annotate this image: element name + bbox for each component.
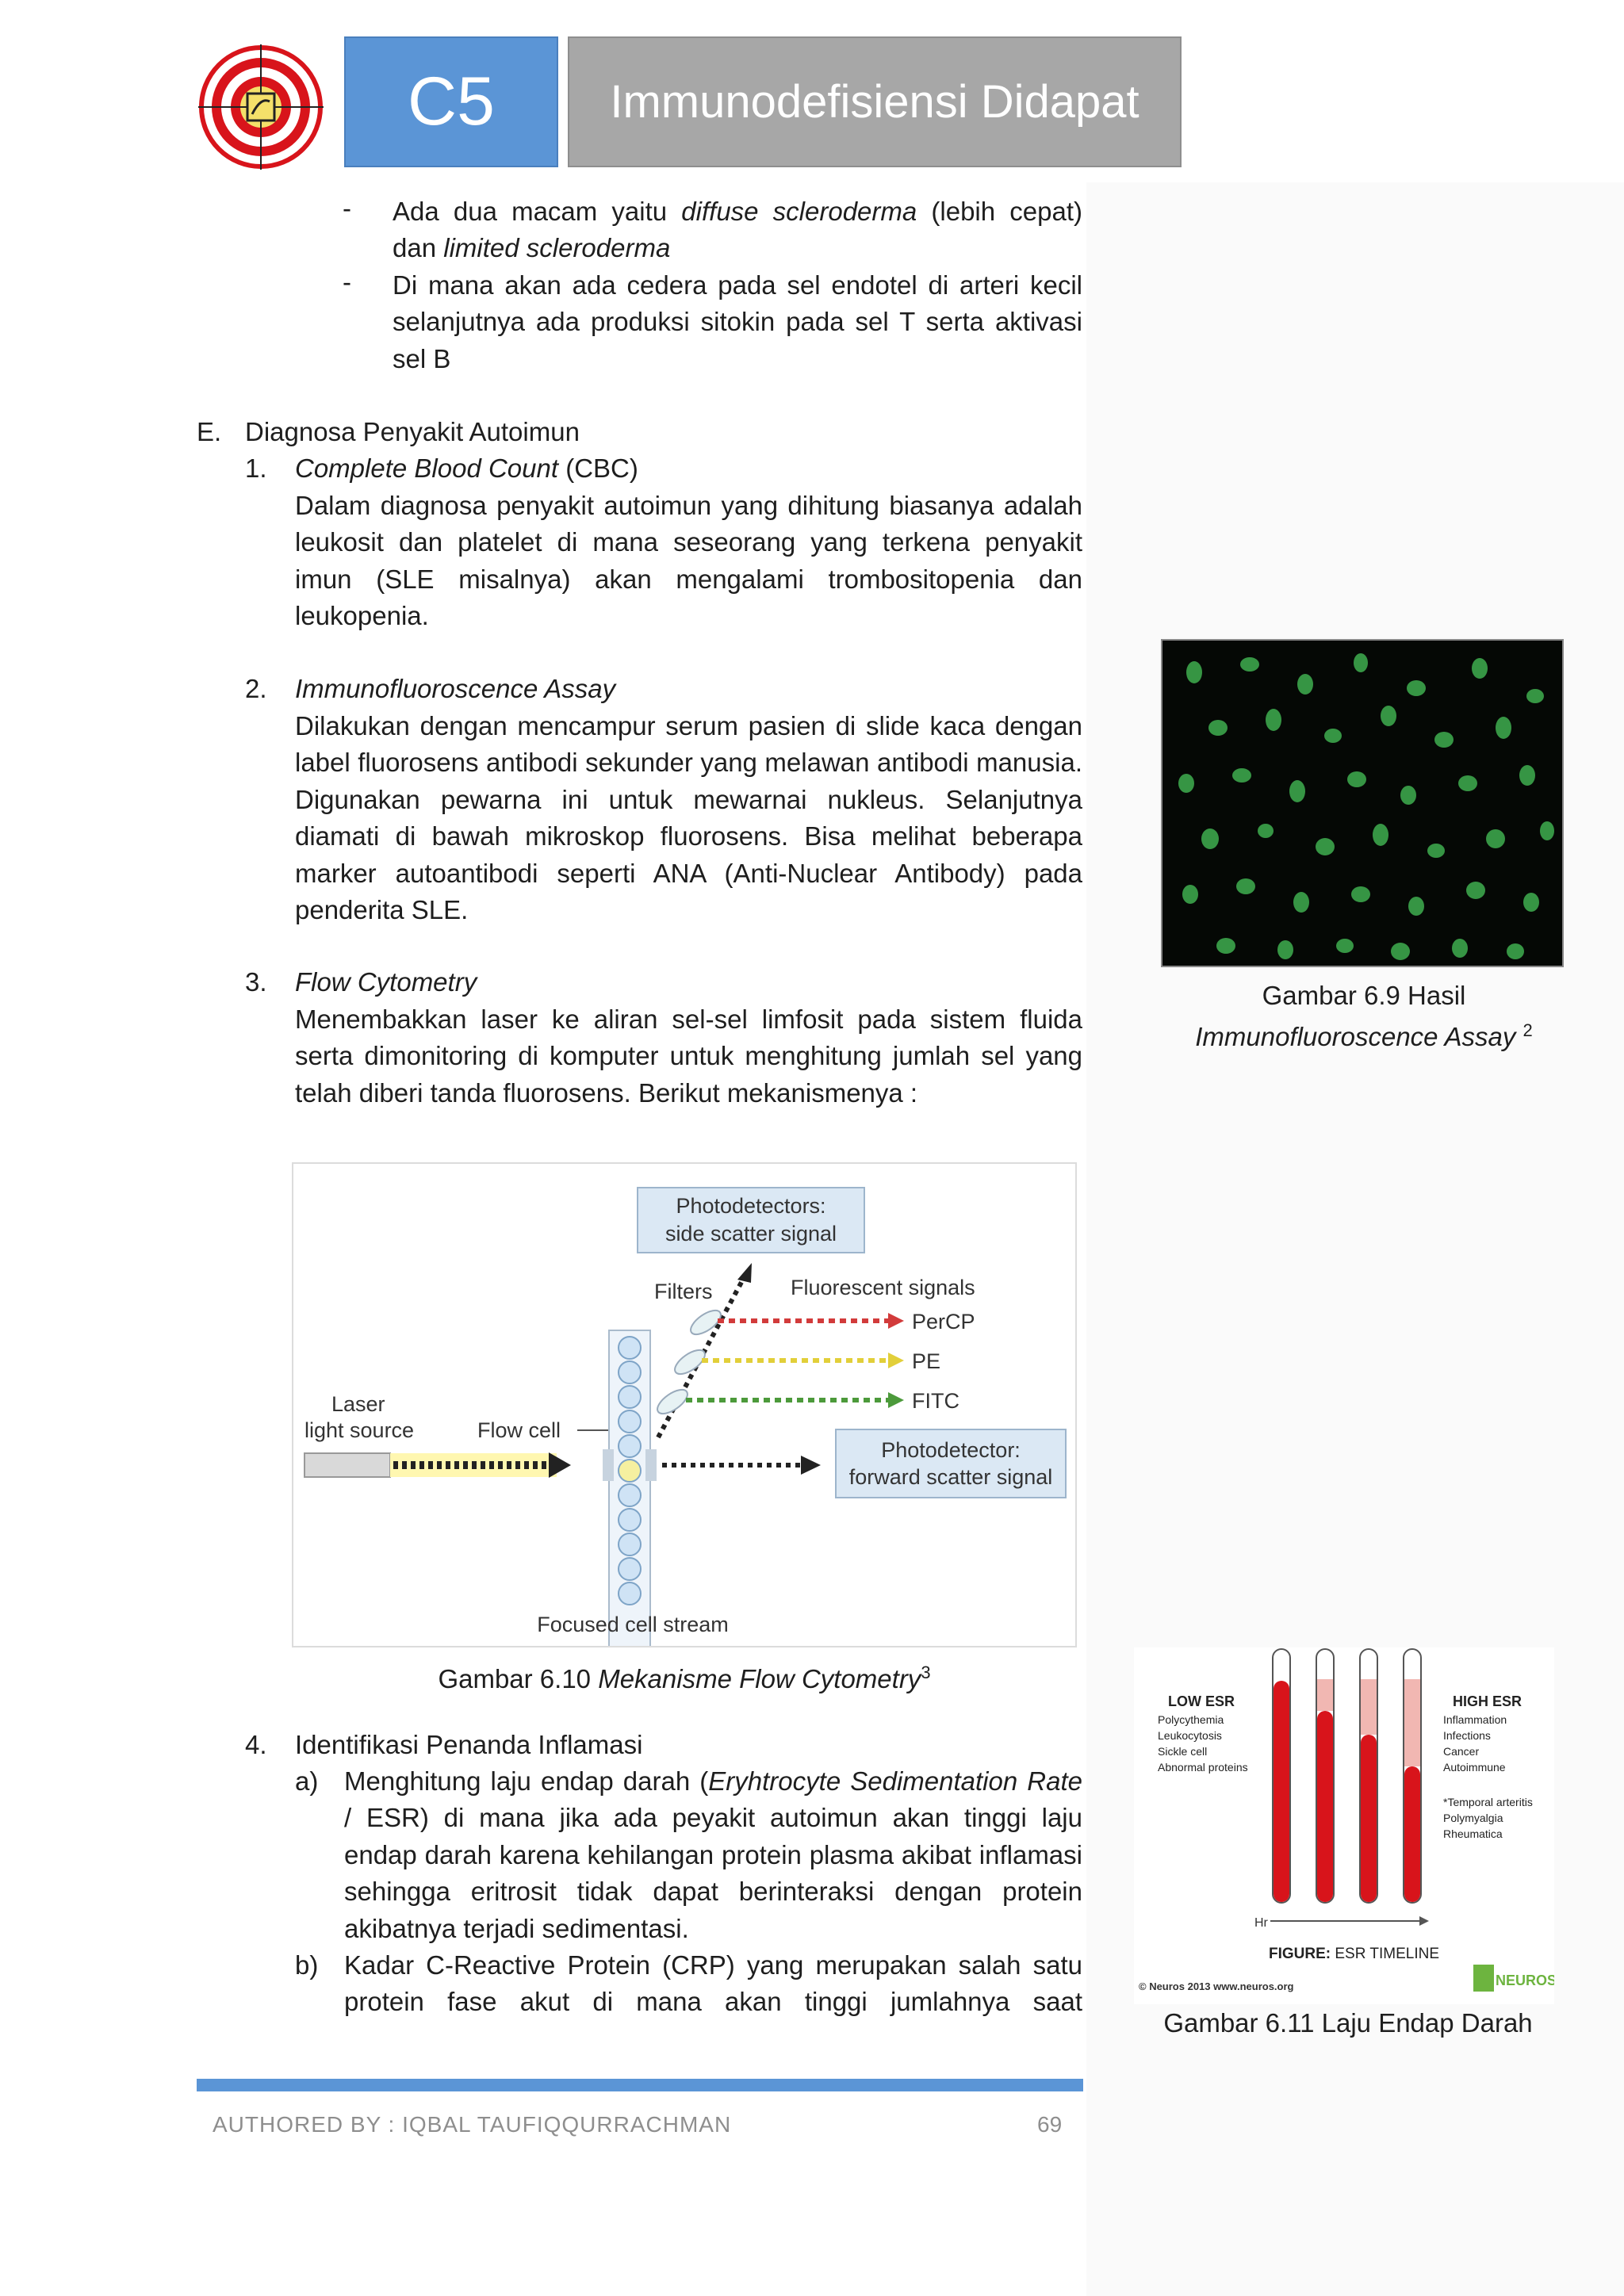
item-title-inflamasi: Identifikasi Penanda Inflamasi bbox=[295, 1730, 643, 1759]
fig611-caption: Gambar 6.11 Laju Endap Darah bbox=[1163, 2008, 1533, 2038]
low-esr-item: Leukocytosis bbox=[1158, 1729, 1222, 1742]
item-number: 4. bbox=[245, 1730, 267, 1759]
immunofluorescence-image bbox=[1161, 639, 1564, 967]
fluorescent-label: Fluorescent signals bbox=[791, 1276, 975, 1299]
cardiac-logo bbox=[198, 44, 324, 170]
section-letter: E. bbox=[197, 417, 222, 446]
item-title-flow: Flow Cytometry bbox=[295, 967, 477, 997]
chapter-badge: C5 bbox=[344, 36, 558, 167]
low-esr-item: Polycythemia bbox=[1158, 1713, 1224, 1726]
stream-label: Focused cell stream bbox=[537, 1613, 729, 1636]
copyright-text: © Neuros 2013 www.neuros.org bbox=[1139, 1980, 1294, 1992]
page-number: 69 bbox=[1037, 2112, 1063, 2137]
flow-cell-label: Flow cell bbox=[477, 1418, 561, 1442]
intro-bullet-1: Ada dua macam yaitu diffuse scleroderma (lebih cepat) dan limited scleroderma bbox=[393, 197, 1082, 263]
laser-source-label: light source bbox=[304, 1418, 415, 1442]
high-esr-note: Polymyalgia bbox=[1443, 1812, 1503, 1824]
low-esr-item: Sickle cell bbox=[1158, 1745, 1208, 1758]
footer-bar bbox=[197, 2079, 1083, 2091]
footer-author: AUTHORED BY : IQBAL TAUFIQQURRACHMAN bbox=[213, 2112, 732, 2137]
subitem-label: a) bbox=[295, 1766, 319, 1796]
item-title-cbc: Complete Blood Count (CBC) bbox=[295, 453, 638, 483]
item-number: 2. bbox=[245, 674, 267, 703]
filters-label: Filters bbox=[654, 1280, 713, 1303]
section-title: Diagnosa Penyakit Autoimun bbox=[245, 417, 580, 446]
intro-bullet-2: Di mana akan ada cedera pada sel endotel di arteri kecil selanjutnya ada produksi sitokin pada sel T serta aktivasi sel B bbox=[393, 270, 1082, 373]
item-body-flow: Menembakkan laser ke aliran sel-sel limfosit pada sistem fluida serta dimonitoring di komputer untuk menghitung jumlah sel yang telah diberi tanda fluorosens. Berikut mekanismenya : bbox=[295, 1004, 1082, 1108]
axis-label: Hr bbox=[1254, 1916, 1268, 1930]
subitem-label: b) bbox=[295, 1950, 319, 1980]
fitc-label: FITC bbox=[912, 1389, 959, 1413]
fig610-caption: Gambar 6.10 Mekanisme Flow Cytometry$^3$ bbox=[438, 1663, 931, 1693]
high-esr-note: Rheumatica bbox=[1443, 1827, 1503, 1840]
neuros-logo: NEUROS bbox=[1496, 1973, 1554, 1988]
chapter-title: Immunodefisiensi Didapat bbox=[568, 36, 1182, 167]
low-esr-item: Abnormal proteins bbox=[1158, 1761, 1248, 1774]
fig69-caption: Gambar 6.9 Hasil Immunofluoroscence Assay $^2$ bbox=[1195, 981, 1533, 1051]
item-title-ifa: Immunofluoroscence Assay bbox=[295, 674, 616, 703]
low-esr-title: LOW ESR bbox=[1168, 1693, 1235, 1709]
photodetectors-title: Photodetectors: bbox=[676, 1194, 826, 1218]
photodetector-sub: forward scatter signal bbox=[848, 1465, 1053, 1489]
item-number: 3. bbox=[245, 967, 267, 997]
high-esr-item: Cancer bbox=[1443, 1745, 1480, 1758]
pe-label: PE bbox=[912, 1349, 941, 1373]
item-body-ifa: Dilakukan dengan mencampur serum pasien di slide kaca dengan label fluorosens antibodi sekunder yang melawan antibodi manusia. Digunakan pewarna ini untuk mewarnai nukleus. Selanjutnya diamati di bawah mikroskop fluorosens. Bisa melihat beberapa marker autoantibodi seperti ANA (Anti-Nuclear Antibody) pada penderita SLE. bbox=[295, 711, 1082, 925]
subitem-esr: Menghitung laju endap darah (Eryhtrocyte Sedimentation Rate / ESR) di mana jika ada peyakit autoimun akan tinggi laju endap darah karena kehilangan protein plasma akibat inflamasi sehingga eritrosit tidak dapat berinteraksi dengan protein akibatnya terjadi sedimentasi. bbox=[344, 1766, 1082, 1943]
percp-label: PerCP bbox=[912, 1310, 975, 1334]
bullet-dash: - bbox=[343, 193, 351, 223]
subitem-crp: Kadar C-Reactive Protein (CRP) yang merupakan salah satu protein fase akut di mana akan tinggi jumlahnya saat bbox=[344, 1950, 1082, 2017]
high-esr-title: HIGH ESR bbox=[1453, 1693, 1522, 1709]
item-body-cbc: Dalam diagnosa penyakit autoimun yang dihitung biasanya adalah leukosit dan platelet di mana seseorang yang terkena penyakit imun (SLE misalnya) akan mengalami trombositopenia dan leukopenia. bbox=[295, 491, 1082, 631]
flow-cytometry-figure bbox=[292, 1162, 1077, 1647]
esr-figure bbox=[1134, 1647, 1554, 2004]
high-esr-item: Inflammation bbox=[1443, 1713, 1507, 1726]
item-number: 1. bbox=[245, 453, 267, 483]
figure-label: FIGURE: ESR TIMELINE bbox=[1269, 1946, 1440, 1962]
high-esr-item: Autoimmune bbox=[1443, 1761, 1506, 1774]
high-esr-item: Infections bbox=[1443, 1729, 1491, 1742]
photodetectors-sub: side scatter signal bbox=[665, 1222, 837, 1246]
laser-label: Laser bbox=[331, 1392, 385, 1416]
high-esr-note: *Temporal arteritis bbox=[1443, 1796, 1533, 1808]
photodetector-title: Photodetector: bbox=[881, 1438, 1021, 1462]
bullet-dash: - bbox=[343, 267, 351, 297]
